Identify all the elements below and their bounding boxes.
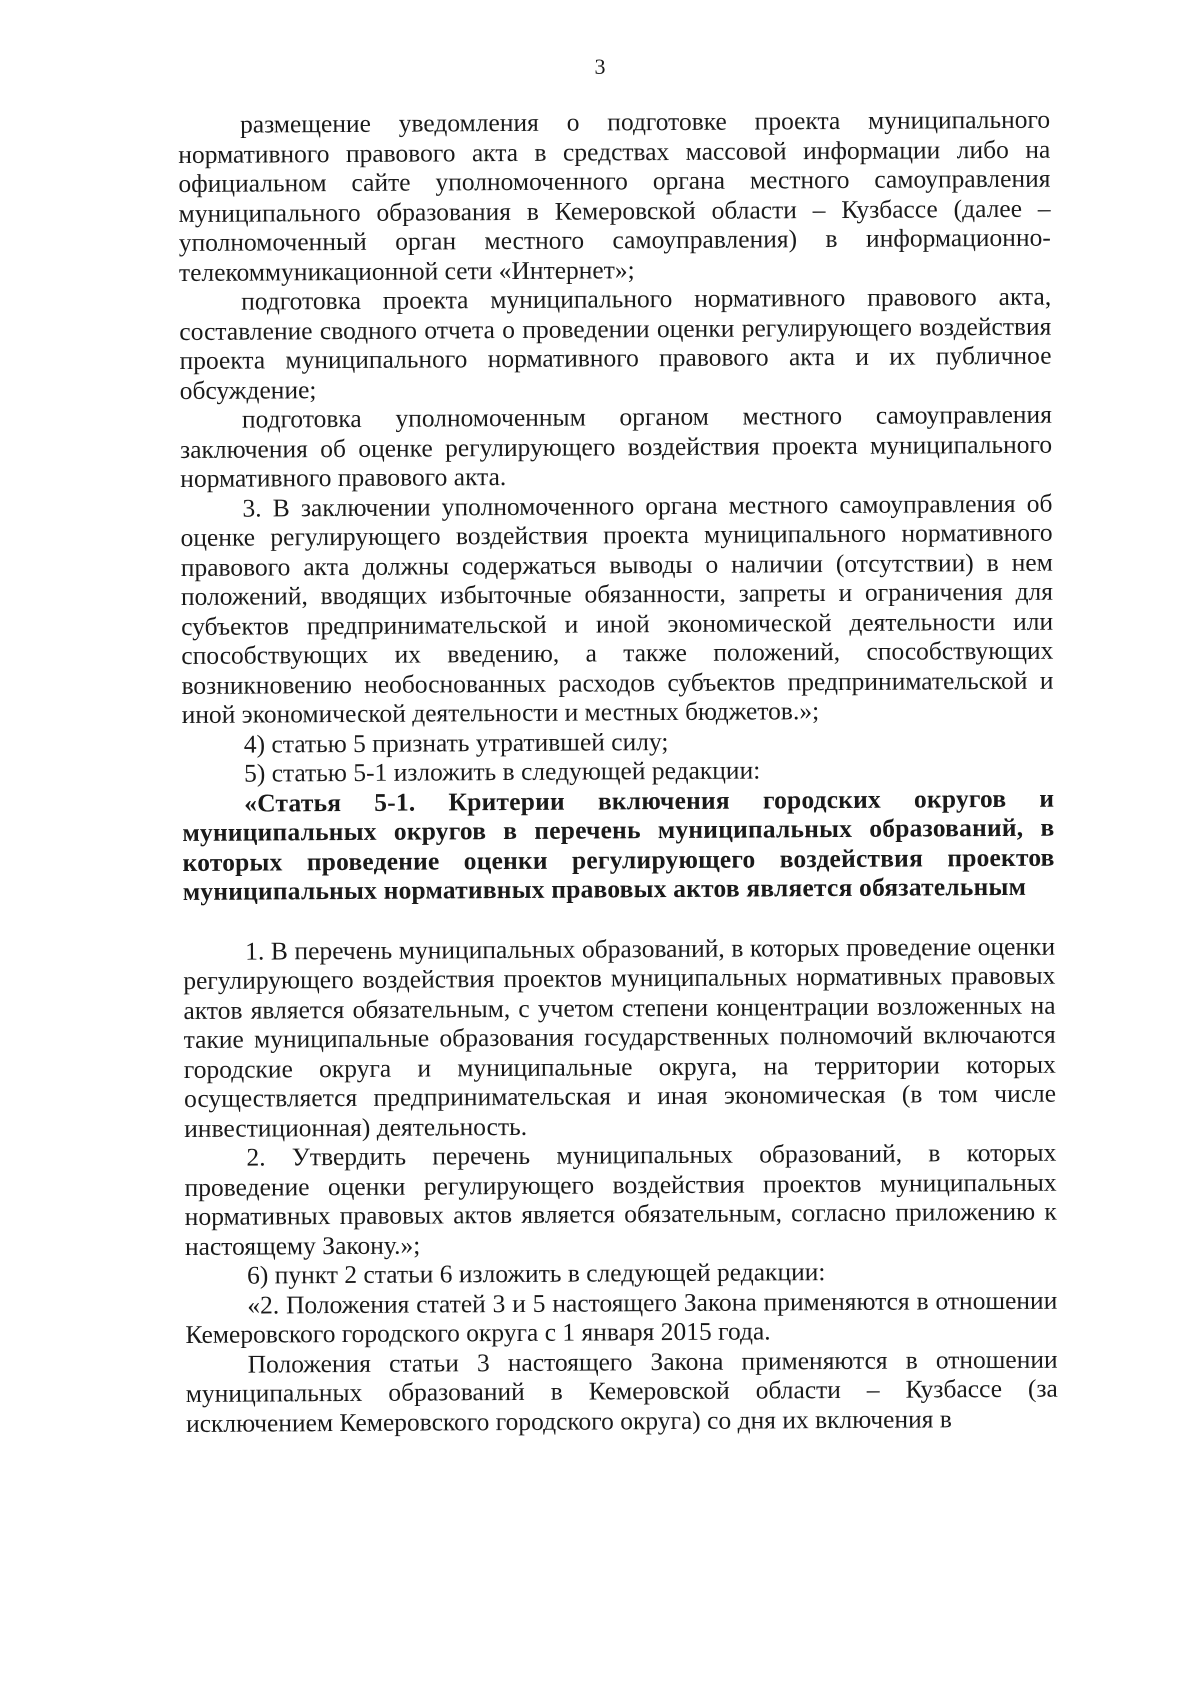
article-heading: «Статья 5-1. Критерии включения городских округов и муниципальных округов в перечень муниципальных образований, в которых проведение оценки регулирующего воздействия проектов муниципальных нормативных правовых актов является обязательным: [182, 783, 1055, 906]
paragraph: 4) статью 5 признать утратившей силу;: [243, 726, 669, 759]
paragraph: 5) статью 5-1 изложить в следующей редакции:: [243, 755, 761, 788]
page-number: 3: [594, 54, 606, 79]
paragraph: подготовка уполномоченным органом местного самоуправления заключения об оценке регулирующего воздействия проекта муниципального нормативного правового акта.: [179, 399, 1053, 493]
paragraph: Положения статьи 3 настоящего Закона применяются в отношении муниципальных образований в Кемеровской области – Кузбассе (за исключением Кемеровского городского округа) со дня их включения в: [185, 1344, 1058, 1438]
paragraph: 1. В перечень муниципальных образований, в которых проведение оценки регулирующего воздействия проектов муниципальных нормативных правовых актов является обязательным, с учетом степени концентрации возложенных на такие муниципальные образования государственных полномочий включаются городские округа и муниципальные округа, на территории которых осуществляется предпринимательская и иная экономическая (в том числе инвестиционная) деятельность.: [183, 931, 1057, 1143]
paragraph: подготовка проекта муниципального нормативного правового акта, составление сводного отчета о проведении оценки регулирующего воздействия проекта муниципального нормативного правового акта и их публичное обсуждение;: [179, 281, 1052, 405]
paragraph: 3. В заключении уполномоченного органа местного самоуправления об оценке регулирующего воздействия проекта муниципального нормативного правового акта должны содержаться выводы о наличии (отсутствии) в нем положений, вводящих избыточные обязанности, запреты и ограничения для субъектов предпринимательской и иной экономической деятельности или способствующих их введению, а также положений, способствующих возникновению необоснованных расходов субъектов предпринимательской и иной экономической деятельности и местных бюджетов.»;: [180, 488, 1054, 729]
paragraph: размещение уведомления о подготовке проекта муниципального нормативного правового акта в средствах массовой информации либо на официальном сайте уполномоченного органа местного самоуправления муниципального образования в Кемеровской области – Кузбассе (далее – уполномоченный орган местного самоуправления) в информационно-телекоммуникационной сети «Интернет»;: [178, 104, 1051, 287]
document-body: [178, 105, 1058, 1438]
paragraph: 6) пункт 2 статьи 6 изложить в следующей редакции:: [247, 1257, 826, 1290]
paragraph: 2. Утвердить перечень муниципальных образований, в которых проведение оценки регулирующего воздействия проектов муниципальных нормативных правовых актов является обязательным, согласно приложению к настоящему Закону.»;: [184, 1137, 1057, 1261]
paragraph: «2. Положения статей 3 и 5 настоящего Закона применяются в отношении Кемеровского городского округа с 1 января 2015 года.: [185, 1285, 1058, 1349]
